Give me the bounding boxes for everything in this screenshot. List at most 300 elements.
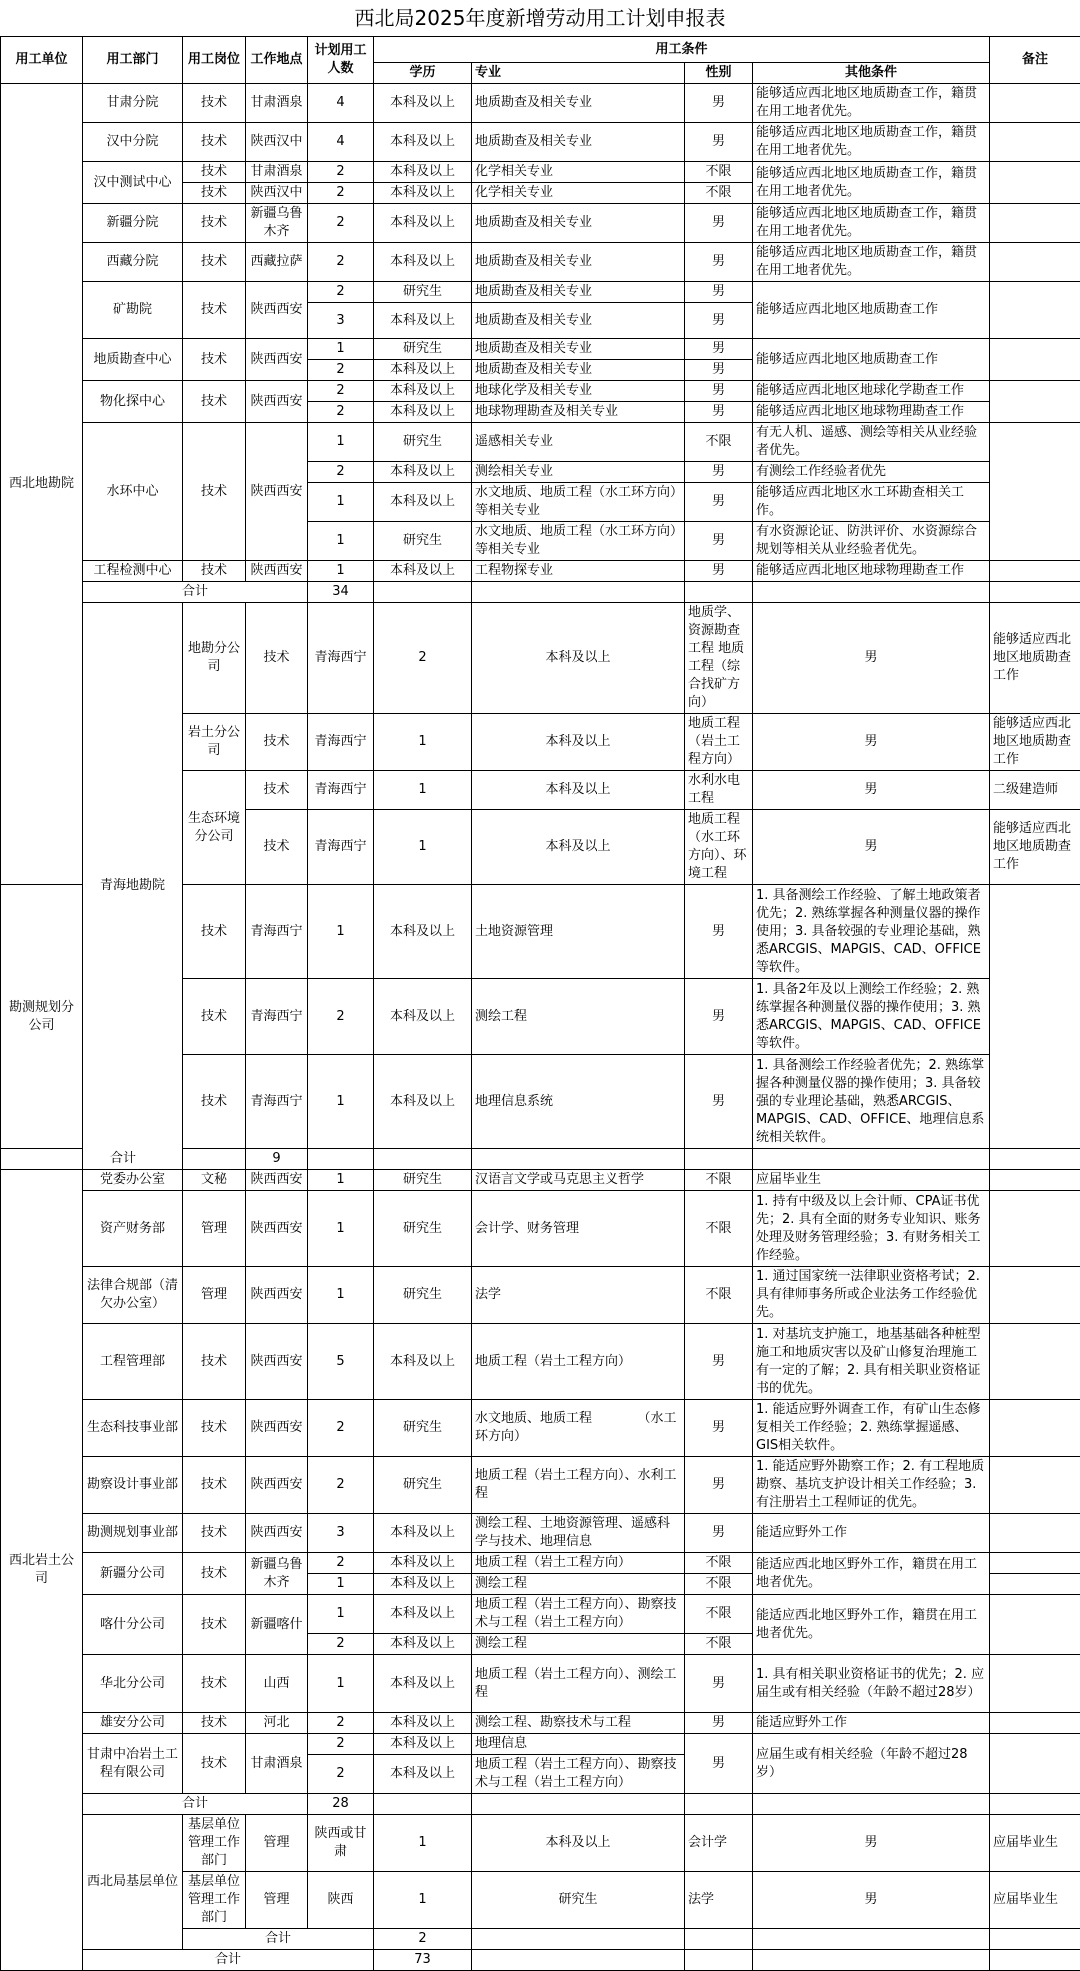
edu-cell: 本科及以上 xyxy=(472,714,685,771)
table-row xyxy=(1,603,1080,714)
remark-cell xyxy=(990,1655,1080,1713)
other-cell: 能够适应西北地区地质勘查工作，籍贯在用工地者优先。 xyxy=(753,243,990,282)
location-cell: 青海西宁 xyxy=(308,810,374,885)
major-cell: 地质工程（岩土工程方向） xyxy=(472,1324,685,1400)
major-cell: 地质工程（岩土工程方向） xyxy=(472,1553,685,1574)
count-cell: 1 xyxy=(308,885,374,979)
sex-cell: 男 xyxy=(685,1655,753,1713)
count-cell: 2 xyxy=(308,282,374,303)
table-row xyxy=(1,1734,1080,1755)
sex-cell: 男 xyxy=(753,714,990,771)
edu-cell: 本科及以上 xyxy=(374,303,472,339)
sex-cell: 不限 xyxy=(685,1191,753,1267)
subtotal-row xyxy=(1,582,1080,603)
dept-cell: 工程管理部 xyxy=(83,1324,183,1400)
table-row xyxy=(1,1713,1080,1734)
remark-cell xyxy=(990,381,1080,423)
remark-cell xyxy=(990,1734,1080,1794)
count-cell: 2 xyxy=(374,603,472,714)
subtotal-label: 合计 xyxy=(1,1149,246,1170)
dept-cell: 勘测规划事业部 xyxy=(83,1514,183,1553)
location-cell: 甘肃酒泉 xyxy=(246,1734,308,1794)
edu-cell: 本科及以上 xyxy=(374,162,472,183)
edu-cell: 本科及以上 xyxy=(374,183,472,204)
col-sex: 性别 xyxy=(685,63,753,84)
remark-cell xyxy=(990,1514,1080,1553)
major-cell: 测绘工程、勘察技术与工程 xyxy=(472,1713,685,1734)
other-cell: 1. 具备测绘工作经验、了解土地政策者优先；2. 熟练掌握各种测量仪器的操作使用；3. 具备较强的专业理论基础，熟悉ARCGIS、MAPGIS、CAD、OFFICE等软件。 xyxy=(753,885,990,979)
major-cell: 地质工程（岩土工程方向） xyxy=(685,714,753,771)
table-row xyxy=(1,1595,1080,1634)
location-cell: 陕西或甘肃 xyxy=(308,1815,374,1872)
dept-cell: 地勘分公司 xyxy=(183,603,246,714)
table-row xyxy=(1,1267,1080,1324)
major-cell: 地质工程（水工环方向）、环境工程 xyxy=(685,810,753,885)
other-cell: 能适应西北地区野外工作，籍贯在用工地者优先。 xyxy=(753,1595,990,1655)
edu-cell: 研究生 xyxy=(374,1170,472,1191)
post-cell: 技术 xyxy=(183,84,246,123)
major-cell: 地质勘查及相关专业 xyxy=(472,204,685,243)
major-cell: 地质勘查及相关专业 xyxy=(472,303,685,339)
col-dept: 用工部门 xyxy=(83,37,183,84)
sex-cell: 不限 xyxy=(685,423,753,462)
table-row xyxy=(1,162,1080,183)
location-cell: 陕西西安 xyxy=(246,1267,308,1324)
remark-cell xyxy=(990,1191,1080,1267)
post-cell: 技术 xyxy=(246,714,308,771)
count-cell: 2 xyxy=(308,162,374,183)
count-cell: 4 xyxy=(308,84,374,123)
location-cell: 青海西宁 xyxy=(246,979,308,1055)
remark-cell xyxy=(990,339,1080,381)
dept-cell: 甘肃中冶岩土工程有限公司 xyxy=(83,1734,183,1794)
table-row xyxy=(1,1655,1080,1713)
edu-cell: 本科及以上 xyxy=(472,1815,685,1872)
post-cell: 技术 xyxy=(183,162,246,183)
post-cell: 技术 xyxy=(183,282,246,339)
col-unit: 用工单位 xyxy=(1,37,83,84)
post-cell: 文秘 xyxy=(183,1170,246,1191)
remark-cell xyxy=(990,1713,1080,1734)
location-cell: 青海西宁 xyxy=(246,885,308,979)
dept-cell: 喀什分公司 xyxy=(83,1595,183,1655)
table-row xyxy=(1,423,1080,462)
major-cell: 地球化学及相关专业 xyxy=(472,381,685,402)
table-row xyxy=(1,1514,1080,1553)
table-row xyxy=(1,1170,1080,1191)
remark-cell xyxy=(990,1574,1080,1595)
location-cell: 西藏拉萨 xyxy=(246,243,308,282)
major-cell: 地质勘查及相关专业 xyxy=(472,360,685,381)
count-cell: 2 xyxy=(308,1634,374,1655)
sex-cell: 不限 xyxy=(685,1595,753,1634)
major-cell: 汉语言文学或马克思主义哲学 xyxy=(472,1170,685,1191)
table-row xyxy=(1,381,1080,402)
sex-cell: 不限 xyxy=(685,1574,753,1595)
major-cell: 地质工程（岩土工程方向）、勘察技术与工程（岩土工程方向） xyxy=(472,1595,685,1634)
unit-cell: 西北地勘院 xyxy=(1,84,83,885)
col-location: 工作地点 xyxy=(246,37,308,84)
major-cell: 地质学、资源勘查工程 地质工程（综合找矿方向） xyxy=(685,603,753,714)
sex-cell: 男 xyxy=(685,84,753,123)
col-remark: 备注 xyxy=(990,37,1080,84)
post-cell: 技术 xyxy=(246,771,308,810)
sex-cell: 男 xyxy=(685,282,753,303)
sex-cell: 男 xyxy=(685,1514,753,1553)
subtotal-value: 28 xyxy=(308,1794,374,1815)
post-cell: 技术 xyxy=(183,1514,246,1553)
edu-cell: 本科及以上 xyxy=(374,561,472,582)
other-cell: 1. 持有中级及以上会计师、CPA证书优先；2. 具有全面的财务专业知识、账务处理及财务管理经验；3. 有财务相关工作经验。 xyxy=(753,1191,990,1267)
dept-cell: 华北分公司 xyxy=(83,1655,183,1713)
dept-cell: 地质勘查中心 xyxy=(83,339,183,381)
other-cell: 应届毕业生 xyxy=(990,1872,1080,1929)
sex-cell: 男 xyxy=(685,1055,753,1149)
count-cell: 1 xyxy=(308,423,374,462)
major-cell: 地质勘查及相关专业 xyxy=(472,84,685,123)
remark-cell xyxy=(990,243,1080,282)
other-cell: 能够适应西北地区地质勘查工作 xyxy=(753,339,990,381)
sex-cell: 男 xyxy=(753,810,990,885)
edu-cell: 本科及以上 xyxy=(374,885,472,979)
major-cell: 水利水电工程 xyxy=(685,771,753,810)
other-cell: 能够适应西北地区地质勘查工作，籍贯在用工地者优先。 xyxy=(753,84,990,123)
location-cell: 甘肃酒泉 xyxy=(246,84,308,123)
edu-cell: 研究生 xyxy=(374,1457,472,1514)
col-conditions: 用工条件 xyxy=(374,37,990,63)
edu-cell: 本科及以上 xyxy=(374,1713,472,1734)
other-cell: 能够适应西北地区地质勘查工作 xyxy=(990,714,1080,771)
remark-cell xyxy=(990,204,1080,243)
sex-cell: 男 xyxy=(685,561,753,582)
sex-cell: 男 xyxy=(685,1324,753,1400)
edu-cell: 研究生 xyxy=(374,1267,472,1324)
subtotal-label: 合计 xyxy=(183,1929,374,1950)
sex-cell: 男 xyxy=(685,204,753,243)
major-cell: 法学 xyxy=(472,1267,685,1324)
dept-cell: 生态环境分公司 xyxy=(183,771,246,885)
edu-cell: 本科及以上 xyxy=(472,810,685,885)
remark-cell xyxy=(990,123,1080,162)
edu-cell: 研究生 xyxy=(374,423,472,462)
major-cell: 测绘相关专业 xyxy=(472,462,685,483)
sex-cell: 不限 xyxy=(685,1170,753,1191)
count-cell: 1 xyxy=(308,339,374,360)
location-cell: 陕西西安 xyxy=(246,1191,308,1267)
other-cell: 有水资源论证、防洪评价、水资源综合规划等相关从业经验者优先。 xyxy=(753,522,990,561)
major-cell: 地理信息 xyxy=(472,1734,685,1755)
post-cell: 技术 xyxy=(183,123,246,162)
count-cell: 1 xyxy=(308,522,374,561)
grand-total-row xyxy=(1,1950,1080,1971)
other-cell: 能够适应西北地区地质勘查工作，籍贯在用工地者优先。 xyxy=(753,204,990,243)
count-cell: 1 xyxy=(308,1655,374,1713)
count-cell: 1 xyxy=(308,1267,374,1324)
edu-cell: 本科及以上 xyxy=(374,979,472,1055)
subtotal-value: 34 xyxy=(308,582,374,603)
other-cell: 1. 通过国家统一法律职业资格考试；2. 具有律师事务所或企业法务工作经验优先。 xyxy=(753,1267,990,1324)
grand-total-value: 73 xyxy=(374,1950,472,1971)
major-cell: 测绘工程 xyxy=(472,1634,685,1655)
count-cell: 5 xyxy=(308,1324,374,1400)
location-cell: 河北 xyxy=(246,1713,308,1734)
edu-cell: 本科及以上 xyxy=(374,1634,472,1655)
location-cell: 山西 xyxy=(246,1655,308,1713)
location-cell: 新疆乌鲁木齐 xyxy=(246,204,308,243)
remark-cell xyxy=(990,84,1080,123)
count-cell: 3 xyxy=(308,1514,374,1553)
dept-cell: 法律合规部（清欠办公室） xyxy=(83,1267,183,1324)
post-cell: 技术 xyxy=(183,381,246,423)
location-cell: 青海西宁 xyxy=(246,1055,308,1149)
table-header xyxy=(1,37,1080,84)
major-cell: 地质工程（岩土工程方向）、测绘工程 xyxy=(472,1655,685,1713)
count-cell: 2 xyxy=(308,204,374,243)
count-cell: 2 xyxy=(308,360,374,381)
subtotal-value: 9 xyxy=(246,1149,308,1170)
edu-cell: 本科及以上 xyxy=(374,483,472,522)
location-cell: 陕西西安 xyxy=(246,423,308,561)
dept-cell: 资产财务部 xyxy=(83,1191,183,1267)
post-cell: 技术 xyxy=(246,603,308,714)
edu-cell: 本科及以上 xyxy=(374,204,472,243)
other-cell: 1. 能适应野外调查工作，有矿山生态修复相关工作经验；2. 熟练掌握遥感、GIS相关软件。 xyxy=(753,1400,990,1457)
remark-cell xyxy=(990,1170,1080,1191)
other-cell: 能适应野外工作 xyxy=(753,1514,990,1553)
edu-cell: 本科及以上 xyxy=(374,84,472,123)
unit-cell: 青海地勘院 xyxy=(83,603,183,1170)
sex-cell: 男 xyxy=(753,771,990,810)
major-cell: 工程物探专业 xyxy=(472,561,685,582)
post-cell: 技术 xyxy=(183,183,246,204)
other-cell: 有测绘工作经验者优先 xyxy=(753,462,990,483)
count-cell: 1 xyxy=(308,1191,374,1267)
post-cell: 技术 xyxy=(183,423,246,561)
edu-cell: 本科及以上 xyxy=(374,243,472,282)
count-cell: 2 xyxy=(308,979,374,1055)
count-cell: 2 xyxy=(308,381,374,402)
remark-cell xyxy=(990,1400,1080,1457)
remark-cell xyxy=(990,1267,1080,1324)
major-cell: 化学相关专业 xyxy=(472,183,685,204)
remark-cell xyxy=(990,1457,1080,1514)
count-cell: 2 xyxy=(308,402,374,423)
col-edu: 学历 xyxy=(374,63,472,84)
dept-cell: 矿勘院 xyxy=(83,282,183,339)
location-cell: 陕西西安 xyxy=(246,1457,308,1514)
table-row xyxy=(1,204,1080,243)
sex-cell: 不限 xyxy=(685,1267,753,1324)
sex-cell: 男 xyxy=(753,1872,990,1929)
table-row xyxy=(1,84,1080,123)
major-cell: 会计学 xyxy=(685,1815,753,1872)
count-cell: 2 xyxy=(308,183,374,204)
location-cell: 陕西 xyxy=(308,1872,374,1929)
location-cell: 甘肃酒泉 xyxy=(246,162,308,183)
location-cell: 陕西西安 xyxy=(246,339,308,381)
remark-cell xyxy=(990,561,1080,582)
edu-cell: 本科及以上 xyxy=(374,381,472,402)
dept-cell: 西藏分院 xyxy=(83,243,183,282)
sex-cell: 男 xyxy=(685,522,753,561)
col-major: 专业 xyxy=(472,63,685,84)
major-cell: 地质勘查及相关专业 xyxy=(472,123,685,162)
post-cell: 技术 xyxy=(183,1595,246,1655)
major-cell: 会计学、财务管理 xyxy=(472,1191,685,1267)
other-cell: 应届毕业生 xyxy=(753,1170,990,1191)
sex-cell: 男 xyxy=(685,885,753,979)
sex-cell: 男 xyxy=(685,483,753,522)
count-cell: 1 xyxy=(374,1815,472,1872)
count-cell: 1 xyxy=(308,1595,374,1634)
post-cell: 技术 xyxy=(246,810,308,885)
other-cell: 能够适应西北地区地质勘查工作 xyxy=(753,282,990,339)
edu-cell: 研究生 xyxy=(374,522,472,561)
remark-cell xyxy=(990,423,1080,561)
other-cell: 应届毕业生 xyxy=(990,1815,1080,1872)
count-cell: 1 xyxy=(308,561,374,582)
sex-cell: 男 xyxy=(685,1734,753,1794)
other-cell: 能够适应西北地区地球物理勘查工作 xyxy=(753,561,990,582)
location-cell: 新疆乌鲁木齐 xyxy=(246,1553,308,1595)
other-cell: 1. 能适应野外勘察工作；2. 有工程地质勘察、基坑支护设计相关工作经验；3. 有注册岩土工程师证的优先。 xyxy=(753,1457,990,1514)
sex-cell: 不限 xyxy=(685,162,753,183)
major-cell: 地质工程（岩土工程方向）、勘察技术与工程（岩土工程方向） xyxy=(472,1755,685,1794)
table-row xyxy=(1,561,1080,582)
dept-cell: 工程检测中心 xyxy=(83,561,183,582)
count-cell: 2 xyxy=(308,243,374,282)
count-cell: 2 xyxy=(308,1713,374,1734)
sex-cell: 男 xyxy=(685,1400,753,1457)
remark-cell xyxy=(990,162,1080,204)
other-cell: 1. 具有相关职业资格证书的优先；2. 应届生或有相关经验（年龄不超过28岁） xyxy=(753,1655,990,1713)
post-cell: 技术 xyxy=(183,1655,246,1713)
dept-cell: 党委办公室 xyxy=(83,1170,183,1191)
subtotal-row xyxy=(1,1794,1080,1815)
sex-cell: 男 xyxy=(685,381,753,402)
edu-cell: 本科及以上 xyxy=(472,771,685,810)
other-cell: 能适应野外工作 xyxy=(753,1713,990,1734)
remark-cell xyxy=(990,282,1080,339)
sex-cell: 男 xyxy=(753,1815,990,1872)
post-cell: 技术 xyxy=(183,885,246,979)
subtotal-label: 合计 xyxy=(83,582,308,603)
location-cell: 青海西宁 xyxy=(308,603,374,714)
count-cell: 2 xyxy=(308,1400,374,1457)
location-cell: 陕西西安 xyxy=(246,1170,308,1191)
remark-cell xyxy=(990,1595,1080,1655)
remark-cell xyxy=(990,1324,1080,1400)
sex-cell: 男 xyxy=(685,979,753,1055)
major-cell: 地球物理勘查及相关专业 xyxy=(472,402,685,423)
other-cell: 能够适应西北地区地质勘查工作 xyxy=(990,603,1080,714)
table-row xyxy=(1,1191,1080,1267)
dept-cell: 勘测规划分公司 xyxy=(1,885,83,1149)
count-cell: 4 xyxy=(308,123,374,162)
major-cell: 水文地质、地质工程（水工环方向）等相关专业 xyxy=(472,522,685,561)
count-cell: 1 xyxy=(374,771,472,810)
edu-cell: 本科及以上 xyxy=(374,360,472,381)
post-cell: 技术 xyxy=(183,243,246,282)
post-cell: 技术 xyxy=(183,1734,246,1794)
location-cell: 陕西西安 xyxy=(246,1514,308,1553)
unit-cell: 西北岩土公司 xyxy=(1,1170,83,1971)
count-cell: 2 xyxy=(308,1755,374,1794)
table-row xyxy=(1,339,1080,360)
page-title: 西北局2025年度新增劳动用工计划申报表 xyxy=(0,0,1080,36)
remark-cell xyxy=(990,1553,1080,1574)
edu-cell: 本科及以上 xyxy=(374,1574,472,1595)
count-cell: 1 xyxy=(308,1574,374,1595)
other-cell: 1. 具备测绘工作经验者优先；2. 熟练掌握各种测量仪器的操作使用；3. 具备较强的专业理论基础，熟悉ARCGIS、MAPGIS、CAD、OFFICE、地理信息系统相关软件。 xyxy=(753,1055,990,1149)
count-cell: 3 xyxy=(308,303,374,339)
post-cell: 技术 xyxy=(183,1324,246,1400)
sex-cell: 不限 xyxy=(685,1634,753,1655)
post-cell: 管理 xyxy=(183,1191,246,1267)
edu-cell: 研究生 xyxy=(374,1400,472,1457)
plan-table xyxy=(0,36,1080,1971)
edu-cell: 本科及以上 xyxy=(374,1324,472,1400)
count-cell: 1 xyxy=(374,1872,472,1929)
dept-cell: 基层单位管理工作部门 xyxy=(183,1815,246,1872)
other-cell: 能够适应西北地区水工环勘查相关工作。 xyxy=(753,483,990,522)
subtotal-label: 合计 xyxy=(83,1794,308,1815)
location-cell: 新疆喀什 xyxy=(246,1595,308,1655)
count-cell: 1 xyxy=(374,714,472,771)
major-cell: 地质勘查及相关专业 xyxy=(472,282,685,303)
count-cell: 2 xyxy=(308,462,374,483)
major-cell: 地质工程（岩土工程方向）、水利工程 xyxy=(472,1457,685,1514)
table-row xyxy=(1,123,1080,162)
sex-cell: 男 xyxy=(685,402,753,423)
major-cell: 水文地质、地质工程 （水工环方向） xyxy=(472,1400,685,1457)
table-row xyxy=(1,1400,1080,1457)
post-cell: 技术 xyxy=(183,339,246,381)
dept-cell: 物化探中心 xyxy=(83,381,183,423)
other-cell: 能够适应西北地区地球物理勘查工作 xyxy=(753,402,990,423)
location-cell: 陕西西安 xyxy=(246,1400,308,1457)
sex-cell: 男 xyxy=(685,123,753,162)
major-cell: 遥感相关专业 xyxy=(472,423,685,462)
remark-cell xyxy=(990,885,1080,1149)
table-row xyxy=(1,1553,1080,1574)
post-cell: 管理 xyxy=(246,1872,308,1929)
major-cell: 地质勘查及相关专业 xyxy=(472,243,685,282)
edu-cell: 本科及以上 xyxy=(472,603,685,714)
sex-cell: 男 xyxy=(685,1713,753,1734)
count-cell: 2 xyxy=(308,1734,374,1755)
post-cell: 技术 xyxy=(183,979,246,1055)
edu-cell: 本科及以上 xyxy=(374,1553,472,1574)
edu-cell: 研究生 xyxy=(472,1872,685,1929)
count-cell: 1 xyxy=(374,810,472,885)
major-cell: 测绘工程 xyxy=(472,1574,685,1595)
sex-cell: 不限 xyxy=(685,1553,753,1574)
location-cell: 陕西西安 xyxy=(246,282,308,339)
edu-cell: 本科及以上 xyxy=(374,1734,472,1755)
count-cell: 2 xyxy=(308,1553,374,1574)
location-cell: 青海西宁 xyxy=(308,714,374,771)
other-cell: 1. 对基坑支护施工，地基基础各种桩型施工和地质灾害以及矿山修复治理施工有一定的了解；2. 具有相关职业资格证书的优先。 xyxy=(753,1324,990,1400)
edu-cell: 研究生 xyxy=(374,339,472,360)
other-cell: 能够适应西北地区地质勘查工作 xyxy=(990,810,1080,885)
col-plan: 计划用工人数 xyxy=(308,37,374,84)
sex-cell: 男 xyxy=(753,603,990,714)
post-cell: 技术 xyxy=(183,204,246,243)
col-other: 其他条件 xyxy=(753,63,990,84)
edu-cell: 研究生 xyxy=(374,282,472,303)
major-cell: 测绘工程 xyxy=(472,979,685,1055)
